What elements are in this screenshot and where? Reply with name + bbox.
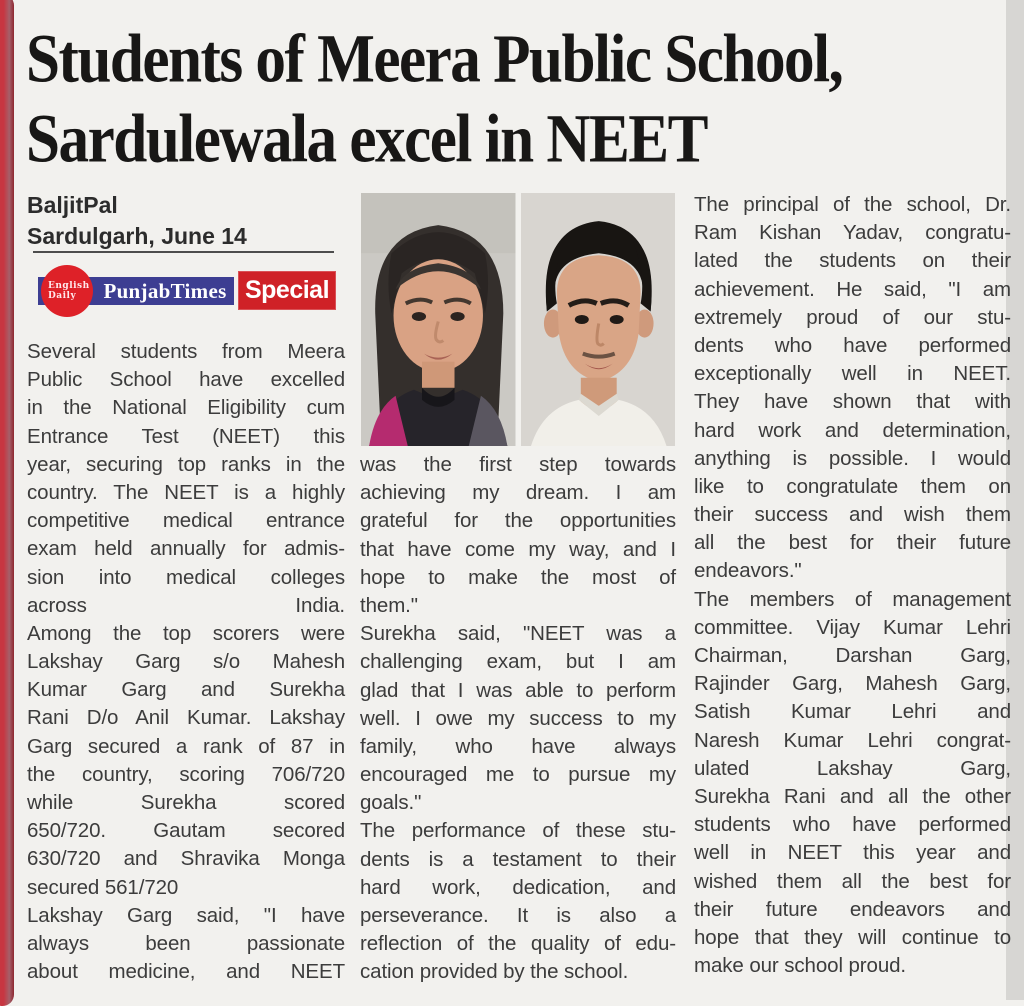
- text-line: hard work, dedication, and: [360, 875, 676, 899]
- text-line: dents who have performed: [694, 333, 1011, 357]
- text-line: all the best for their future: [694, 531, 1011, 555]
- text-line: Among the top scorers were: [27, 621, 345, 645]
- article-column-2: [360, 451, 676, 987]
- byline-divider: [33, 251, 334, 253]
- badge-line-2: Daily: [48, 291, 77, 301]
- byline-dateline: Sardulgarh, June 14: [27, 223, 247, 249]
- text-line: The performance of these stu-: [360, 819, 676, 843]
- male-student-portrait-illustration: [521, 193, 676, 446]
- text-line: Lakshay Garg said, "I have: [27, 903, 345, 927]
- female-student-portrait-illustration: [361, 193, 516, 446]
- text-line: encouraged me to pursue my: [360, 763, 676, 787]
- paragraph: [360, 620, 676, 817]
- special-badge-label: Special: [244, 276, 330, 304]
- text-line: achieving my dream. I am: [360, 481, 676, 505]
- text-line: students who have performed: [694, 813, 1011, 837]
- text-line: challenging exam, but I am: [360, 650, 676, 674]
- text-line: their future endeavors and: [694, 897, 1011, 921]
- photo-male-student: [521, 193, 676, 446]
- text-line: was the first step towards: [360, 453, 676, 476]
- text-line: Surekha Rani and all the other: [694, 784, 1011, 808]
- text-line: perseverance. It is also a: [360, 904, 676, 927]
- special-badge: [238, 271, 336, 310]
- student-photos: [361, 193, 675, 446]
- text-line: their success and wish them: [694, 503, 1011, 527]
- text-line: 650/720. Gautam secored: [27, 819, 345, 843]
- text-line: Rani D/o Anil Kumar. Lakshay: [27, 706, 345, 730]
- text-line: cation provided by the school.: [360, 960, 629, 984]
- text-line: grateful for the opportunities: [360, 509, 676, 533]
- text-line: about medicine, and NEET: [27, 960, 345, 984]
- text-line: anything is possible. I would: [694, 446, 1011, 470]
- text-line: Kumar Garg and Surekha: [27, 678, 345, 702]
- english-daily-badge: [41, 265, 93, 317]
- text-line: Rajinder Garg, Mahesh Garg,: [694, 672, 1011, 696]
- text-line: committee. Vijay Kumar Lehri: [694, 615, 1011, 639]
- text-line: always been passionate: [27, 931, 345, 955]
- text-line: Surekha said, "NEET was a: [360, 622, 676, 646]
- text-line: while Surekha scored: [27, 791, 345, 814]
- text-line: 630/720 and Shravika Monga: [27, 847, 345, 871]
- text-line: glad that I was able to perform: [360, 678, 676, 702]
- text-line: Ram Kishan Yadav, congratu-: [694, 221, 1011, 245]
- text-line: Public School have excelled: [27, 368, 345, 392]
- text-line: make our school proud.: [694, 954, 907, 978]
- text-line: well. I owe my success to my: [360, 706, 676, 730]
- text-line: lated the students on their: [694, 249, 1011, 273]
- text-line: Garg secured a rank of 87 in: [27, 734, 345, 758]
- text-line: ulated Lakshay Garg,: [694, 756, 1011, 780]
- text-line: well in NEET this year and: [694, 841, 1011, 865]
- text-line: extremely proud of our stu-: [694, 305, 1011, 329]
- text-line: achievement. He said, "I am: [694, 277, 1011, 301]
- text-line: Naresh Kumar Lehri congrat-: [694, 728, 1011, 752]
- paragraph: [27, 902, 345, 987]
- paragraph: [694, 191, 1011, 586]
- text-line: exam held annually for admis-: [27, 537, 345, 561]
- text-line: in the National Eligibility cum: [27, 396, 345, 420]
- headline-line-1: Students of Meera Public School,: [26, 21, 843, 97]
- text-line: The principal of the school, Dr.: [694, 193, 1011, 216]
- paragraph: [27, 620, 345, 902]
- text-line: The members of management: [694, 587, 1011, 611]
- text-line: year, securing top ranks in the: [27, 452, 345, 476]
- text-line: endeavors.": [694, 559, 802, 583]
- text-line: wished them all the best for: [694, 869, 1011, 893]
- text-line: reflection of the quality of edu-: [360, 932, 676, 956]
- text-line: hope to make the most of: [360, 565, 676, 589]
- text-line: hard work and determination,: [694, 418, 1011, 442]
- photo-female-student: [361, 193, 516, 446]
- paragraph: [694, 586, 1011, 981]
- text-line: like to congratulate them on: [694, 474, 1011, 498]
- text-line: They have shown that with: [694, 390, 1011, 414]
- text-line: goals.": [360, 791, 422, 815]
- text-line: that have come my way, and I: [360, 537, 676, 561]
- article-column-3: [694, 191, 1011, 980]
- badge-line-1: English: [48, 281, 90, 291]
- text-line: Several students from Meera: [27, 340, 345, 363]
- text-line: Satish Kumar Lehri and: [694, 700, 1011, 724]
- byline-reporter: BaljitPal: [27, 192, 118, 218]
- text-line: them.": [360, 593, 418, 617]
- text-line: family, who have always: [360, 734, 676, 758]
- left-accent-bar: [0, 0, 14, 1006]
- text-line: secured 561/720: [27, 875, 179, 899]
- text-line: competitive medical entrance: [27, 509, 345, 533]
- text-line: across India.: [27, 593, 345, 617]
- text-line: exceptionally well in NEET.: [694, 362, 1011, 386]
- text-line: hope that they will continue to: [694, 925, 1011, 949]
- paragraph: [360, 451, 676, 620]
- text-line: dents is a testament to their: [360, 847, 676, 871]
- text-line: Chairman, Darshan Garg,: [694, 644, 1011, 667]
- text-line: Entrance Test (NEET) this: [27, 424, 345, 448]
- headline-line-2: Sardulewala excel in NEET: [26, 101, 707, 177]
- newspaper-name: PunjabTimes: [103, 279, 227, 303]
- text-line: the country, scoring 706/720: [27, 762, 345, 786]
- text-line: country. The NEET is a highly: [27, 480, 345, 504]
- paragraph: [360, 817, 676, 986]
- text-line: sion into medical colleges: [27, 565, 345, 589]
- text-line: Lakshay Garg s/o Mahesh: [27, 650, 345, 674]
- article-column-1: [27, 338, 345, 986]
- paragraph: [27, 338, 345, 620]
- byline: [27, 190, 247, 252]
